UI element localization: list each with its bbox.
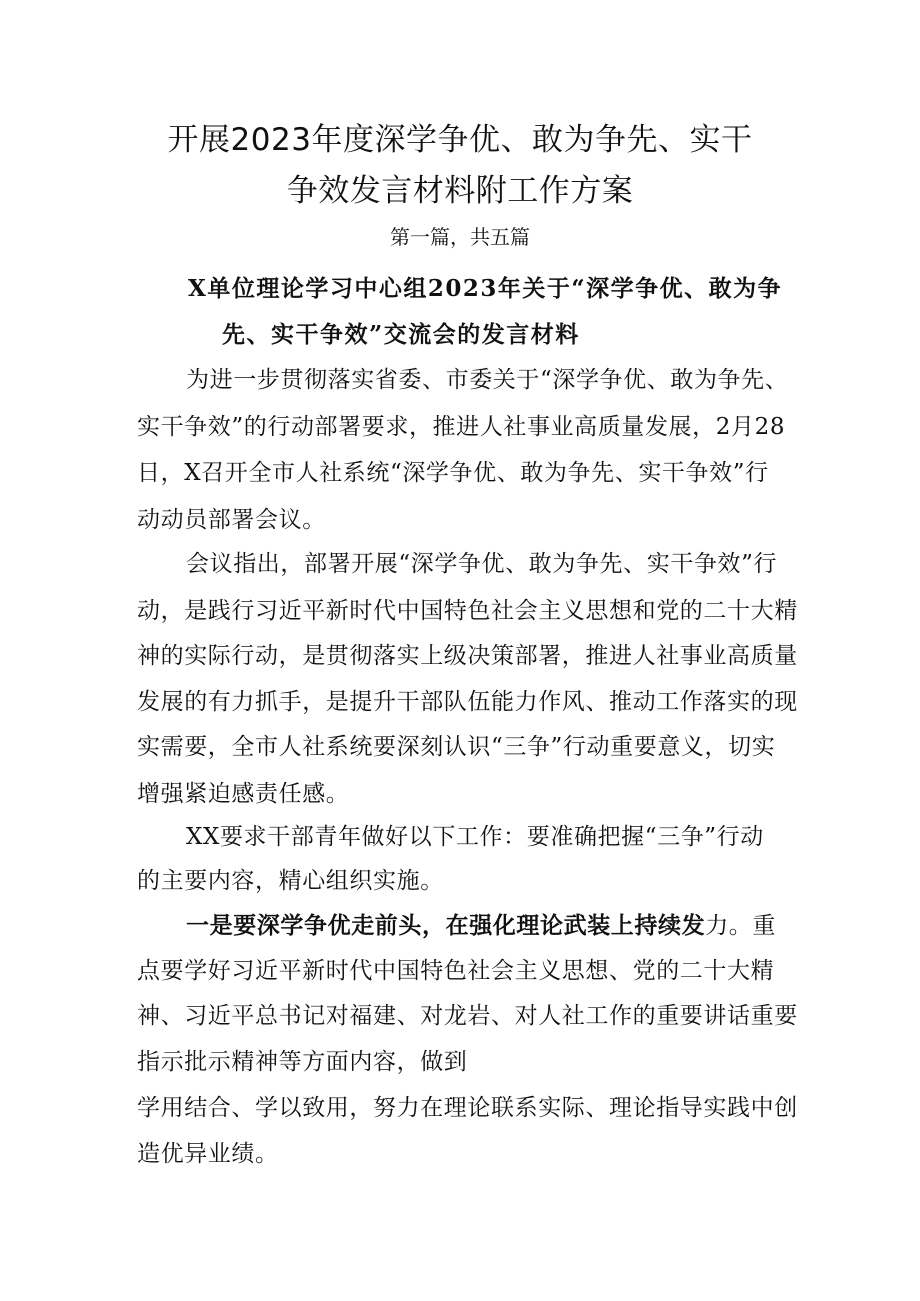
paragraph-4-lead-rest: 力。重 bbox=[705, 913, 777, 939]
paragraph-2-line: 神的实际行动，是贯彻落实上级决策部署，推进人社事业高质量 bbox=[137, 643, 798, 669]
paragraph-3-line: 的主要内容，精心组织实施。 bbox=[137, 868, 444, 894]
paragraph-4-line: 指示批示精神等方面内容，做到 bbox=[137, 1049, 468, 1075]
paragraph-4-line: 学用结合、学以致用，努力在理论联系实际、理论指导实践中创 bbox=[137, 1095, 798, 1121]
paragraph-4-bold-lead: 一是要深学争优走前头，在强化理论武装上持续发 bbox=[186, 912, 706, 939]
paragraph-4-first-line bbox=[186, 907, 776, 940]
document-title-line-2: 争效发言材料附工作方案 bbox=[286, 173, 634, 209]
paragraph-1-line: 为进一步贯彻落实省委、市委关于“深学争优、敢为争先、 bbox=[186, 367, 789, 393]
paragraph-1-line: 实干争效”的行动部署要求，推进人社事业高质量发展，2月28 bbox=[137, 414, 786, 440]
paragraph-1-line: 日，X召开全市人社系统“深学争优、敢为争先、实干争效”行 bbox=[137, 460, 769, 486]
paragraph-4-line: 点要学好习近平新时代中国特色社会主义思想、党的二十大精 bbox=[137, 958, 775, 984]
section-heading-line-1: X单位理论学习中心组2023年关于“深学争优、敢为争 bbox=[188, 275, 783, 302]
paragraph-1-line: 动动员部署会议。 bbox=[137, 507, 326, 533]
paragraph-4-line: 神、习近平总书记对福建、对龙岩、对人社工作的重要讲话重要 bbox=[137, 1003, 798, 1029]
paragraph-4-line: 造优异业绩。 bbox=[137, 1141, 279, 1167]
paragraph-2-line: 会议指出，部署开展“深学争优、敢为争先、实干争效”行 bbox=[186, 551, 778, 577]
paragraph-3-line: XX要求干部青年做好以下工作：要准确把握“三争”行动 bbox=[186, 824, 764, 850]
paragraph-2-line: 实需要，全市人社系统要深刻认识“三争”行动重要意义，切实 bbox=[137, 734, 776, 760]
section-heading-line-2: 先、实干争效”交流会的发言材料 bbox=[222, 321, 580, 348]
document-title-line-1: 开展2023年度深学争优、敢为争先、实干 bbox=[167, 122, 753, 158]
paragraph-2-line: 动，是践行习近平新时代中国特色社会主义思想和党的二十大精 bbox=[137, 598, 798, 624]
paragraph-2-line: 发展的有力抓手，是提升干部队伍能力作风、推动工作落实的现 bbox=[137, 689, 798, 715]
paragraph-2-line: 增强紧迫感责任感。 bbox=[137, 781, 350, 807]
document-subtitle: 第一篇，共五篇 bbox=[390, 225, 530, 249]
